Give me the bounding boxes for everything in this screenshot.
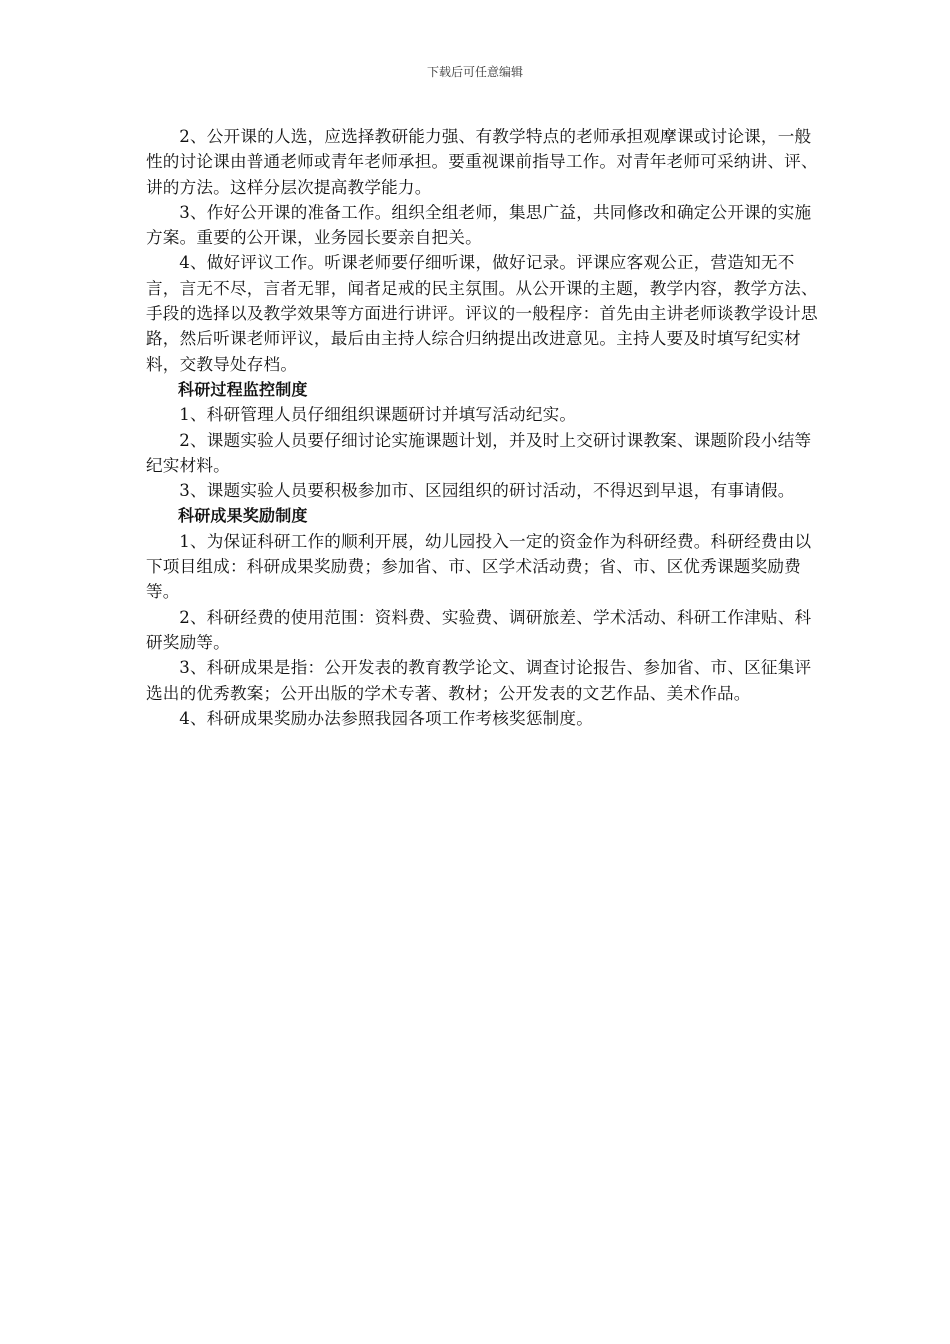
section-heading-process-monitoring: 科研过程监控制度	[178, 379, 308, 399]
list-item: 2、课题实验人员要仔细讨论实施课题计划，并及时上交研讨课教案、课题阶段小结等纪实材料。	[146, 430, 812, 475]
list-item: 1、为保证科研工作的顺利开展，幼儿园投入一定的资金作为科研经费。科研经费由以下项目组成：科研成果奖励费；参加省、市、区学术活动费；省、市、区优秀课题奖励费等。	[146, 531, 812, 602]
page-header: 下载后可任意编辑	[426, 65, 523, 79]
list-item: 3、科研成果是指：公开发表的教育教学论文、调查讨论报告、参加省、市、区征集评选出的优秀教案；公开出版的学术专著、教材；公开发表的文艺作品、美术作品。	[146, 658, 812, 703]
list-item: 2、科研经费的使用范围：资料费、实验费、调研旅差、学术活动、科研工作津贴、科研奖励等。	[146, 607, 812, 652]
list-item: 4、科研成果奖励办法参照我园各项工作考核奖惩制度。	[179, 708, 593, 728]
document-body	[146, 124, 822, 731]
paragraph-open-class-preparation: 3、作好公开课的准备工作。组织全组老师，集思广益，共同修改和确定公开课的实施方案。重要的公开课，业务园长要亲自把关。	[146, 202, 812, 248]
paragraph-evaluation-work: 4、做好评议工作。听课老师要仔细听课，做好记录。评课应客观公正，营造知无不言，言无不尽，言者无罪，闻者足戒的民主氛围。从公开课的主题，教学内容，教学方法、手段的选择以及教学效果等方面进行讲评。评议的一般程序：首先由主讲老师谈教学设计思路，然后听课老师评议，最后由主持人综合归纳提出改进意见。主持人要及时填写纪实材料，交教导处存档。	[146, 253, 818, 374]
list-item: 3、课题实验人员要积极参加市、区园组织的研讨活动，不得迟到早退，有事请假。	[179, 481, 795, 501]
list-item: 1、科研管理人员仔细组织课题研讨并填写活动纪实。	[179, 405, 577, 425]
section-heading-achievement-rewards: 科研成果奖励制度	[178, 506, 308, 526]
paragraph-open-class-selection: 2、公开课的人选，应选择教研能力强、有教学特点的老师承担观摩课或讨论课，一般性的讨论课由普通老师或青年老师承担。要重视课前指导工作。对青年老师可采纳讲、评、讲的方法。这样分层次提高教学能力。	[146, 127, 818, 197]
